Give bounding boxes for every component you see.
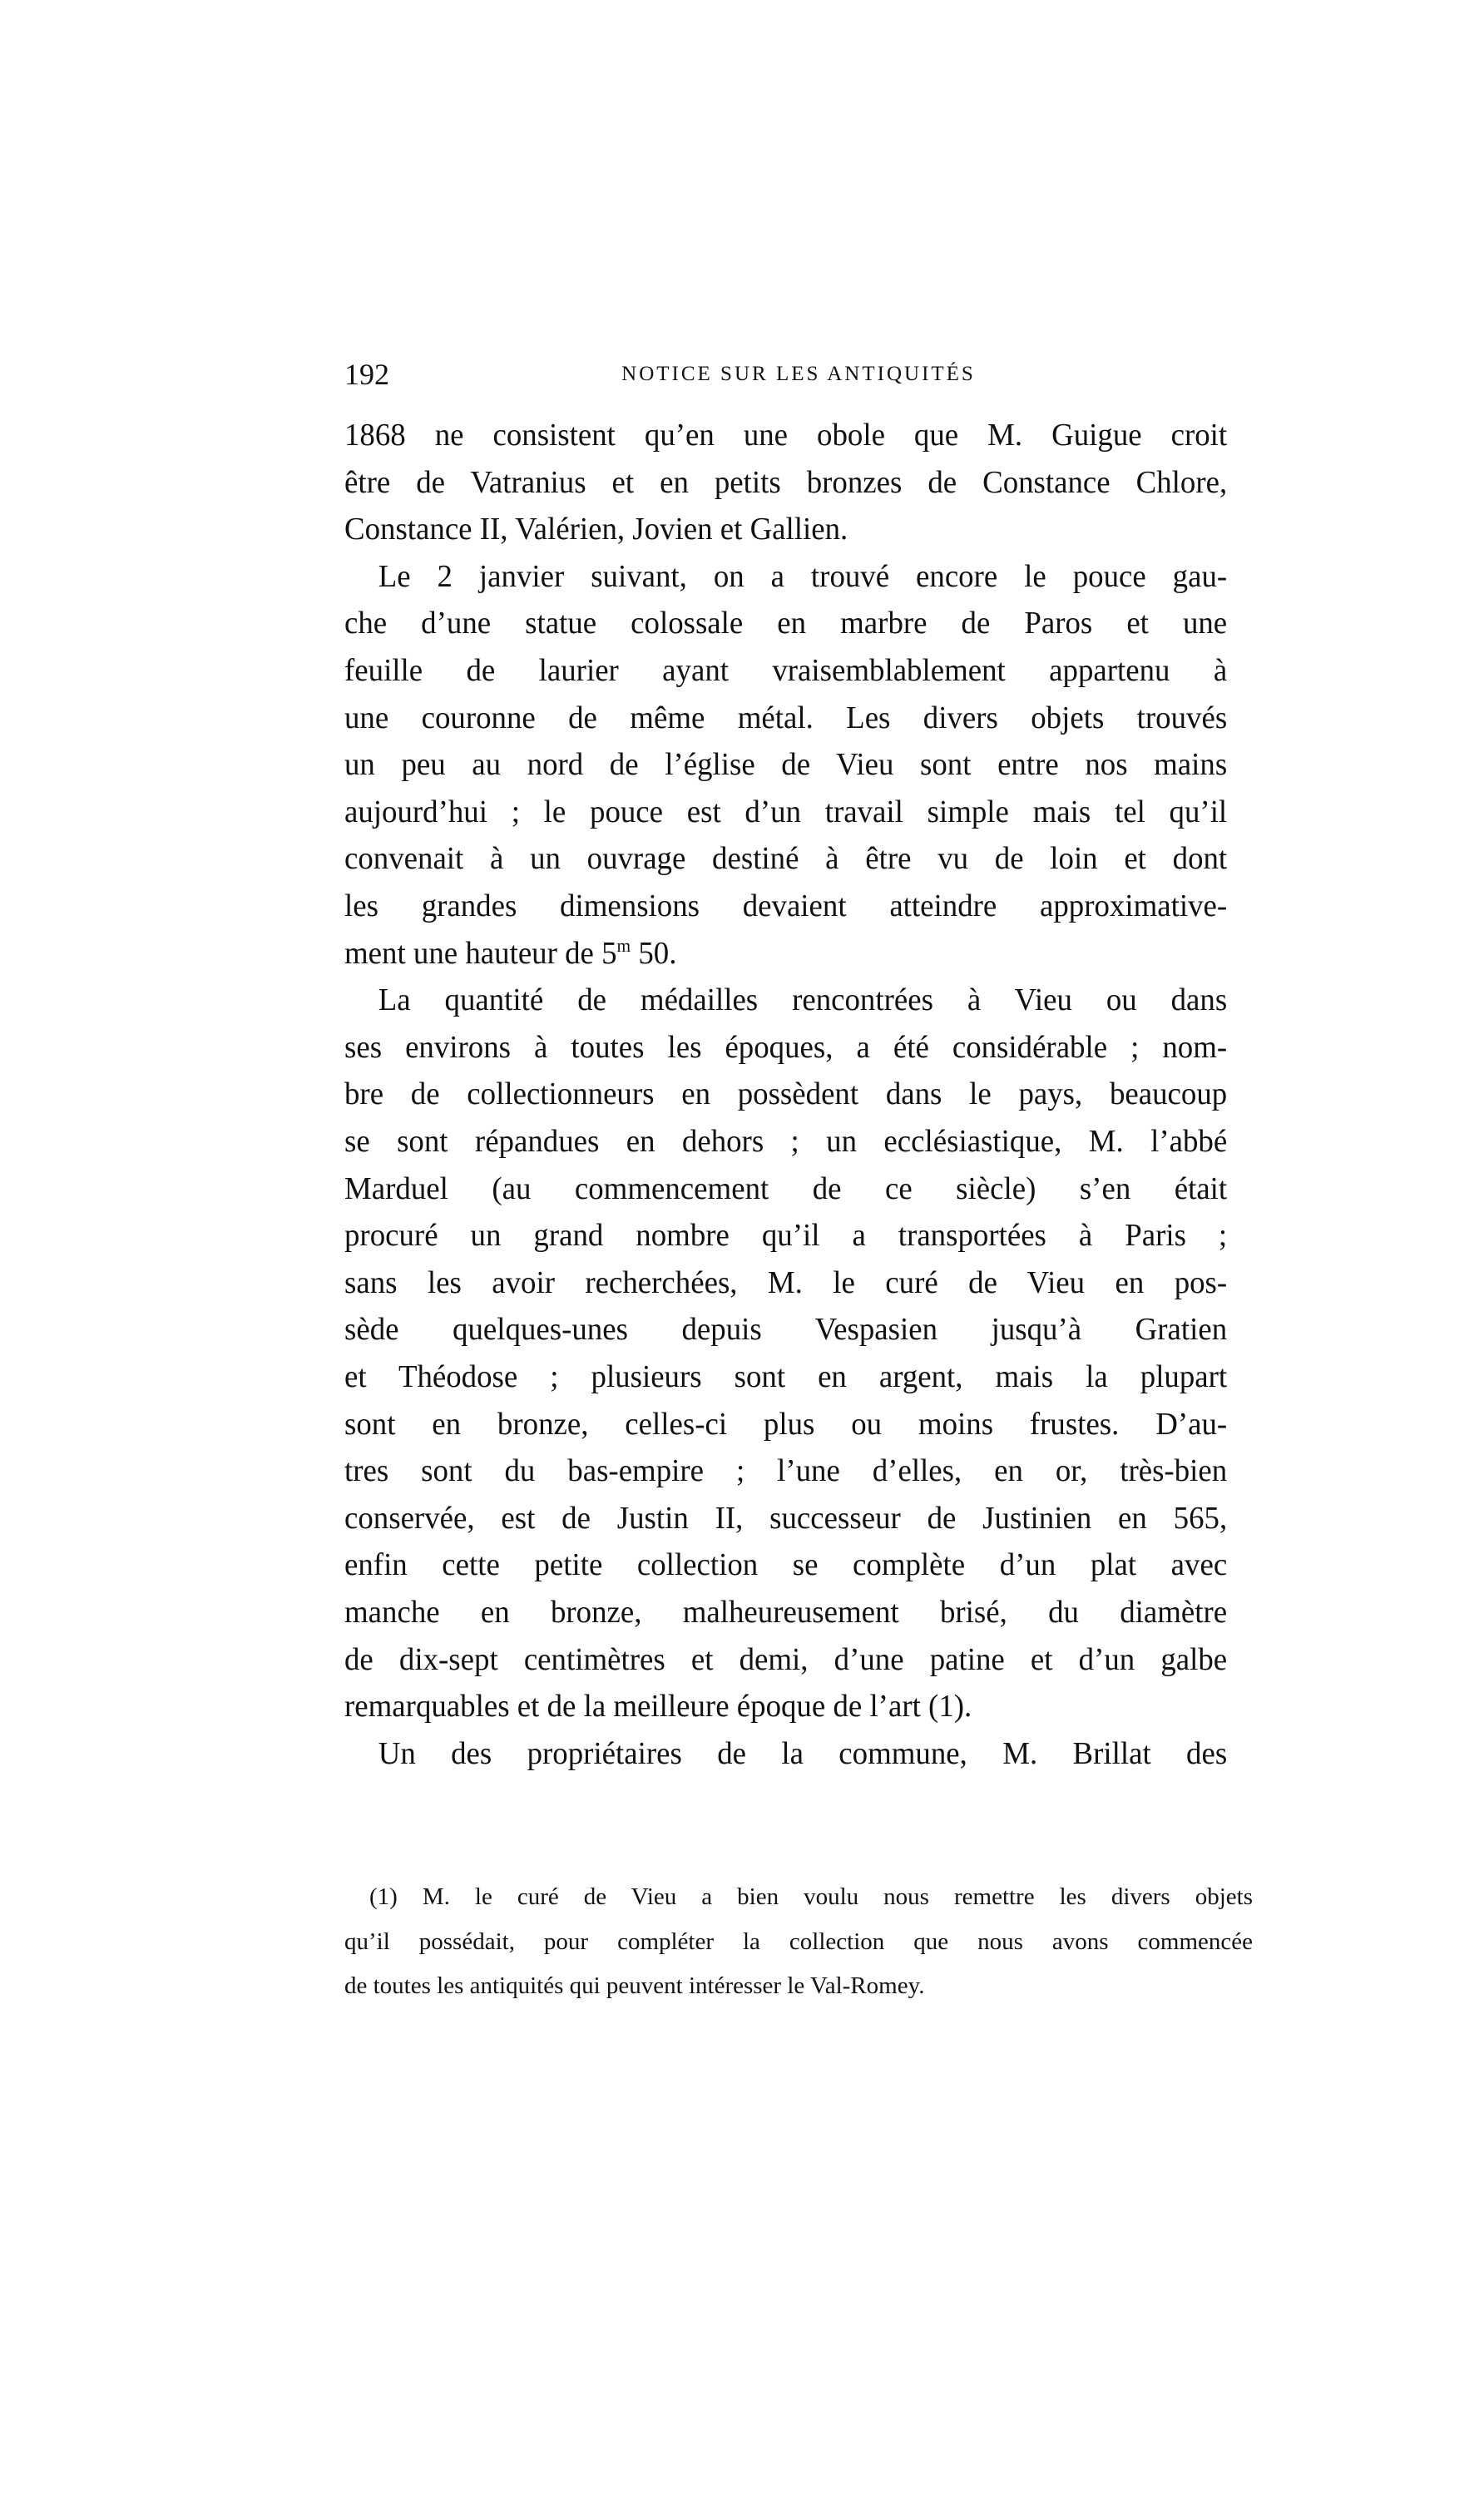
text-line: et Théodose ; plusieurs sont en argent, mais la plupart — [344, 1359, 1228, 1394]
text-line: de dix-sept centimètres et demi, d’une patine et d’un galbe — [344, 1642, 1228, 1677]
text-line: enfin cette petite collection se complète d’un plat avec — [344, 1547, 1228, 1582]
footnote-line: qu’il possédait, pour compléter la collection que nous avons commencée — [344, 1928, 1253, 1955]
text-line: une couronne de même métal. Les divers objets trouvés — [344, 700, 1228, 735]
text-line: un peu au nord de l’église de Vieu sont entre nos mains — [344, 747, 1228, 782]
text-fragment: 50. — [631, 936, 677, 971]
text-line — [344, 933, 1227, 974]
text-line: Marduel (au commencement de ce siècle) s’en était — [344, 1171, 1228, 1206]
footnote-line: (1) M. le curé de Vieu a bien voulu nous remettre les divers objets — [369, 1883, 1253, 1910]
text-line: sont en bronze, celles-ci plus ou moins frustes. D’au- — [344, 1407, 1228, 1442]
text-line: Un des propriétaires de la commune, M. Brillat des — [378, 1736, 1228, 1771]
text-line: conservée, est de Justin II, successeur de Justinien en 565, — [344, 1501, 1228, 1536]
text-line: sans les avoir recherchées, M. le curé de Vieu en pos- — [344, 1265, 1228, 1300]
text-line: sède quelques-unes depuis Vespasien jusqu’à Gratien — [344, 1312, 1228, 1347]
text-line: convenait à un ouvrage destiné à être vu de loin et dont — [344, 841, 1228, 876]
text-line: bre de collectionneurs en possèdent dans le pays, beaucoup — [344, 1076, 1228, 1111]
text-line: 1868 ne consistent qu’en une obole que M. Guigue croit — [344, 418, 1228, 453]
text-line: ses environs à toutes les époques, a été considérable ; nom- — [344, 1030, 1228, 1065]
text-line: feuille de laurier ayant vraisemblablement appartenu à — [344, 653, 1228, 688]
unit-superscript: m — [616, 935, 631, 956]
text-line: Le 2 janvier suivant, on a trouvé encore le pouce gau- — [378, 559, 1228, 594]
text-line: manche en bronze, malheureusement brisé, du diamètre — [344, 1595, 1228, 1630]
text-line: La quantité de médailles rencontrées à Vieu ou dans — [378, 982, 1228, 1017]
text-line: se sont répandues en dehors ; un ecclésiastique, M. l’abbé — [344, 1124, 1228, 1159]
text-line: aujourd’hui ; le pouce est d’un travail simple mais tel qu’il — [344, 794, 1228, 829]
page-number: 192 — [344, 358, 389, 391]
text-line: procuré un grand nombre qu’il a transportées à Paris ; — [344, 1218, 1228, 1253]
footnote-line: de toutes les antiquités qui peuvent intéresser le Val-Romey. — [344, 1972, 925, 1999]
running-title: NOTICE SUR LES ANTIQUITÉS — [621, 363, 976, 385]
text-line: les grandes dimensions devaient atteindre approximative- — [344, 888, 1228, 923]
text-line: tres sont du bas-empire ; l’une d’elles, en or, très-bien — [344, 1453, 1228, 1488]
text-fragment: ment une hauteur de 5 — [344, 936, 617, 971]
text-line: être de Vatranius et en petits bronzes de Constance Chlore, — [344, 465, 1228, 500]
text-line: Constance II, Valérien, Jovien et Gallien. — [344, 512, 848, 547]
text-line: che d’une statue colossale en marbre de Paros et une — [344, 606, 1228, 641]
text-line: remarquables et de la meilleure époque de l’art (1). — [344, 1689, 972, 1724]
